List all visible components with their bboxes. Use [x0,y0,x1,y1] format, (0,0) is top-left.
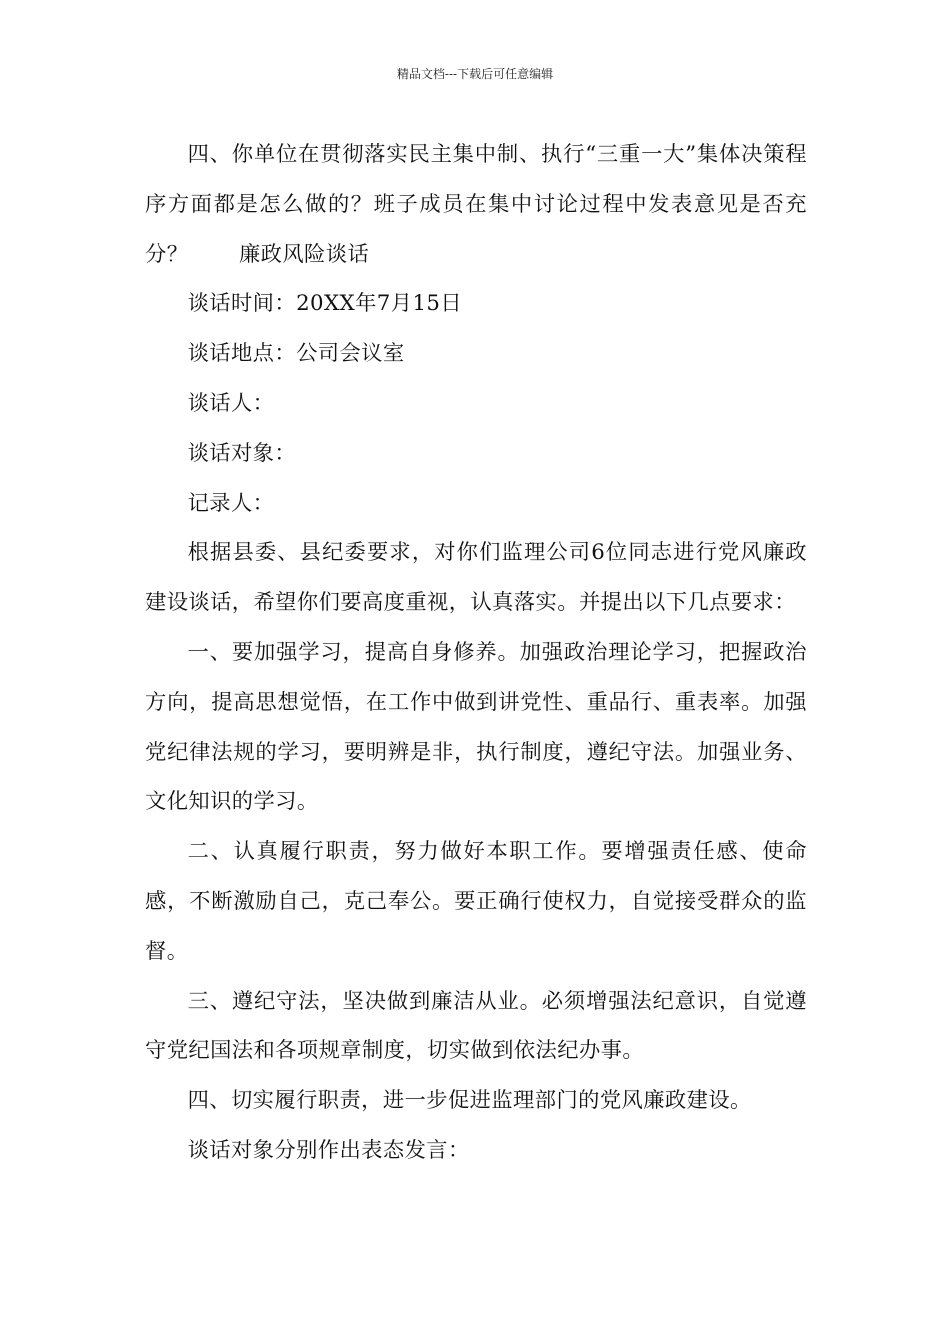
closing-paragraph: 谈话对象分别作出表态发言： [187,1137,470,1163]
recorder-field: 记录人： [187,490,275,516]
requirement-2: 二、认真履行职责，努力做好本职工作。要增强责任感、使命感，不断激励自己，克己奉公。要正确行使权力，自觉接受群众的监督。 [145,839,807,964]
page-header: 精品文档---下载后可任意编辑 [396,67,554,81]
document-body [145,130,807,1176]
speaker-field: 谈话人： [187,390,275,416]
meeting-location: 谈话地点：公司会议室 [187,341,405,367]
interviewee-field: 谈话对象： [187,440,297,466]
question-paragraph: 四、你单位在贯彻落实民主集中制、执行“三重一大”集体决策程序方面都是怎么做的？班子成员在集中讨论过程中发表意见是否充分？ 廉政风险谈话 [145,142,807,267]
intro-paragraph: 根据县委、县纪委要求，对你们监理公司6位同志进行党风廉政建设谈话，希望你们要高度重视，认真落实。并提出以下几点要求： [145,540,807,616]
meeting-time: 谈话时间：20XX年7月15日 [187,291,463,317]
requirement-1: 一、要加强学习，提高自身修养。加强政治理论学习，把握政治方向，提高思想觉悟，在工作中做到讲党性、重品行、重表率。加强党纪律法规的学习，要明辨是非，执行制度，遵纪守法。加强业务、文化知识的学习。 [145,639,807,815]
requirement-3: 三、遵纪守法，坚决做到廉洁从业。必须增强法纪意识，自觉遵守党纪国法和各项规章制度，切实做到依法纪办事。 [145,988,807,1064]
requirement-4: 四、切实履行职责，进一步促进监理部门的党风廉政建设。 [187,1088,752,1114]
